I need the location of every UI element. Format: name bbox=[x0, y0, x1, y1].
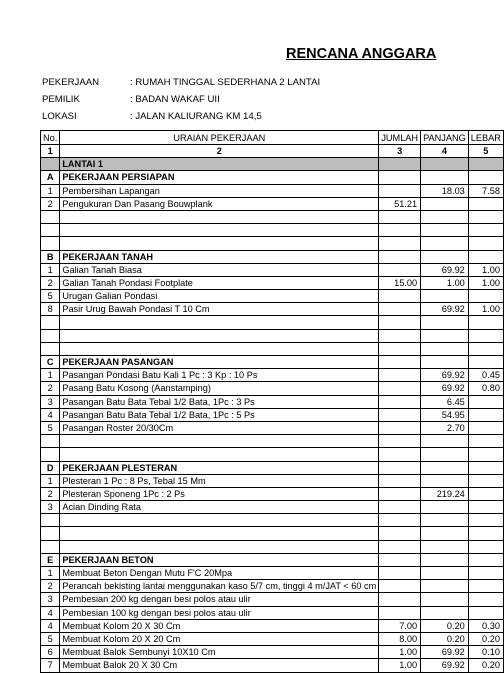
table-header-row bbox=[41, 131, 504, 145]
cell-no: C bbox=[41, 356, 60, 369]
cell-lebar bbox=[468, 171, 503, 184]
cell-lebar: 0.30 bbox=[468, 619, 503, 632]
cell-uraian: Galian Tanah Biasa bbox=[60, 263, 379, 276]
cell-uraian: Membuat Kolom 20 X 20 Cm bbox=[60, 632, 379, 645]
cell-panjang bbox=[421, 210, 469, 223]
table-row bbox=[41, 395, 504, 408]
cell-lebar bbox=[468, 487, 503, 500]
table-row bbox=[41, 580, 504, 593]
cell-lebar bbox=[468, 435, 503, 448]
column-header-panjang: PANJANG bbox=[421, 131, 469, 145]
cell-jumlah bbox=[379, 250, 421, 263]
cell-panjang: 0.20 bbox=[421, 632, 469, 645]
cell-uraian: Galian Tanah Pondasi Footplate bbox=[60, 276, 379, 289]
cell-uraian bbox=[60, 514, 379, 527]
cell-jumlah bbox=[379, 567, 421, 580]
table-row bbox=[41, 276, 504, 289]
cell-jumlah bbox=[379, 184, 421, 197]
table-row bbox=[41, 342, 504, 355]
cell-panjang: 54.95 bbox=[421, 408, 469, 421]
cell-no: 2 bbox=[41, 382, 60, 395]
cell-jumlah: 8.00 bbox=[379, 632, 421, 645]
table-row bbox=[41, 329, 504, 342]
info-label: PEMILIK bbox=[42, 94, 80, 105]
cell-panjang bbox=[421, 448, 469, 461]
section-header-row bbox=[41, 461, 504, 474]
cell-jumlah bbox=[379, 210, 421, 223]
cell-uraian: PEKERJAAN TANAH bbox=[60, 250, 379, 263]
cell-panjang: 2.70 bbox=[421, 421, 469, 434]
cell-jumlah: 15.00 bbox=[379, 276, 421, 289]
cell-uraian: Membuat Balok 20 X 30 Cm bbox=[60, 659, 379, 672]
cell-jumlah bbox=[379, 356, 421, 369]
section-header-row bbox=[41, 553, 504, 566]
cell-jumlah bbox=[379, 263, 421, 276]
cell-jumlah bbox=[379, 606, 421, 619]
cell-uraian: PEKERJAAN PLESTERAN bbox=[60, 461, 379, 474]
cell-jumlah bbox=[379, 553, 421, 566]
cell-uraian: Pengukuran Dan Pasang Bouwplank bbox=[60, 197, 379, 210]
cell-lebar bbox=[468, 474, 503, 487]
cell-no: B bbox=[41, 250, 60, 263]
cell-panjang bbox=[421, 606, 469, 619]
cell-no bbox=[41, 210, 60, 223]
cell-jumlah: 51.21 bbox=[379, 197, 421, 210]
cell-lebar: 0.45 bbox=[468, 369, 503, 382]
cell-uraian: PEKERJAAN BETON bbox=[60, 553, 379, 566]
cell-no: 5 bbox=[41, 421, 60, 434]
info-value: : JALAN KALIURANG KM 14,5 bbox=[130, 111, 262, 122]
cell-lebar bbox=[468, 567, 503, 580]
cell-jumlah bbox=[379, 461, 421, 474]
cell-uraian: Membuat Kolom 20 X 30 Cm bbox=[60, 619, 379, 632]
table-row bbox=[41, 303, 504, 316]
table-row bbox=[41, 224, 504, 237]
cell-jumlah bbox=[379, 421, 421, 434]
cell-jumlah bbox=[379, 224, 421, 237]
cell-uraian: Pasangan Batu Bata Tebal 1/2 Bata, 1Pc : 3 Ps bbox=[60, 395, 379, 408]
cell-jumlah bbox=[379, 540, 421, 553]
cell-panjang: 69.92 bbox=[421, 659, 469, 672]
cell-panjang bbox=[421, 250, 469, 263]
cell-no: 5 bbox=[41, 632, 60, 645]
column-header-uraian: URAIAN PEKERJAAN bbox=[60, 131, 379, 145]
cell-panjang bbox=[421, 435, 469, 448]
column-number: 4 bbox=[421, 145, 469, 158]
info-label: LOKASI bbox=[42, 111, 77, 122]
cell-lebar bbox=[468, 290, 503, 303]
cell-lebar bbox=[468, 408, 503, 421]
table-row bbox=[41, 606, 504, 619]
table-row bbox=[41, 197, 504, 210]
cell-jumlah bbox=[379, 303, 421, 316]
cell-panjang bbox=[421, 553, 469, 566]
cell-uraian: Pembesian 200 kg dengan besi polos atau ulir bbox=[60, 593, 379, 606]
cell-panjang: 69.92 bbox=[421, 646, 469, 659]
cell-uraian: Pembesian 100 kg dengan besi polos atau ulir bbox=[60, 606, 379, 619]
table-row bbox=[41, 237, 504, 250]
cell-lebar: 0.20 bbox=[468, 659, 503, 672]
cell-no: 2 bbox=[41, 276, 60, 289]
column-header-jumlah: JUMLAH bbox=[379, 131, 421, 145]
cell-panjang: 69.92 bbox=[421, 303, 469, 316]
cell-panjang bbox=[421, 514, 469, 527]
cell-lebar: 1.00 bbox=[468, 303, 503, 316]
cell-uraian: Pasang Batu Kosong (Aanstamping) bbox=[60, 382, 379, 395]
cell-no: 3 bbox=[41, 593, 60, 606]
cell-uraian: Membuat Beton Dengan Mutu F'C 20Mpa bbox=[60, 567, 379, 580]
floor-header-row bbox=[41, 158, 504, 171]
cell-panjang bbox=[421, 567, 469, 580]
cell-lebar bbox=[468, 250, 503, 263]
cell-panjang bbox=[421, 580, 469, 593]
cell-jumlah bbox=[379, 474, 421, 487]
table-row bbox=[41, 632, 504, 645]
cell-jumlah bbox=[379, 395, 421, 408]
cell-no bbox=[41, 435, 60, 448]
cell-panjang: 18.03 bbox=[421, 184, 469, 197]
cell-uraian: PEKERJAAN PERSIAPAN bbox=[60, 171, 379, 184]
cell-no bbox=[41, 316, 60, 329]
cell-panjang bbox=[421, 342, 469, 355]
cell-no: 1 bbox=[41, 369, 60, 382]
cell-lebar bbox=[468, 593, 503, 606]
cell-lebar bbox=[468, 461, 503, 474]
cell-lebar bbox=[468, 316, 503, 329]
cell-lebar bbox=[468, 514, 503, 527]
cell-jumlah: 1.00 bbox=[379, 646, 421, 659]
section-header-row bbox=[41, 171, 504, 184]
table-row bbox=[41, 184, 504, 197]
cell-lebar bbox=[468, 158, 503, 171]
cell-uraian: Pasangan Roster 20/30Cm bbox=[60, 421, 379, 434]
table-row bbox=[41, 474, 504, 487]
cell-lebar bbox=[468, 356, 503, 369]
cell-panjang bbox=[421, 224, 469, 237]
table-row bbox=[41, 527, 504, 540]
cell-lebar bbox=[468, 237, 503, 250]
cell-panjang: 69.92 bbox=[421, 369, 469, 382]
cell-uraian bbox=[60, 342, 379, 355]
info-value: : BADAN WAKAF UII bbox=[130, 94, 220, 105]
cell-panjang: 0.20 bbox=[421, 619, 469, 632]
cell-panjang bbox=[421, 527, 469, 540]
cell-jumlah bbox=[379, 435, 421, 448]
cell-lebar bbox=[468, 421, 503, 434]
cell-lebar: 1.00 bbox=[468, 263, 503, 276]
table-row bbox=[41, 408, 504, 421]
cell-uraian: Plesteran Sponeng 1Pc : 2 Ps bbox=[60, 487, 379, 500]
cell-lebar bbox=[468, 501, 503, 514]
cell-uraian bbox=[60, 224, 379, 237]
cell-lebar: 7.58 bbox=[468, 184, 503, 197]
cell-uraian bbox=[60, 527, 379, 540]
cell-uraian bbox=[60, 329, 379, 342]
table-row bbox=[41, 421, 504, 434]
cell-jumlah bbox=[379, 158, 421, 171]
cell-lebar: 0.10 bbox=[468, 646, 503, 659]
table-row bbox=[41, 514, 504, 527]
table-row bbox=[41, 619, 504, 632]
cell-panjang bbox=[421, 197, 469, 210]
cell-panjang: 69.92 bbox=[421, 382, 469, 395]
cell-jumlah bbox=[379, 290, 421, 303]
document-title: RENCANA ANGGARA bbox=[286, 46, 437, 62]
cell-lebar bbox=[468, 329, 503, 342]
cell-no: 1 bbox=[41, 567, 60, 580]
table-row bbox=[41, 501, 504, 514]
cell-no: 5 bbox=[41, 290, 60, 303]
cell-panjang bbox=[421, 237, 469, 250]
cell-lebar bbox=[468, 210, 503, 223]
table-row bbox=[41, 448, 504, 461]
cell-uraian: Urugan Galian Pondasi bbox=[60, 290, 379, 303]
cell-no: 8 bbox=[41, 303, 60, 316]
section-header-row bbox=[41, 250, 504, 263]
cell-lebar bbox=[468, 395, 503, 408]
cell-jumlah bbox=[379, 580, 421, 593]
cell-uraian: Pasangan Pondasi Batu Kali 1 Pc : 3 Kp : 10 Ps bbox=[60, 369, 379, 382]
cell-panjang bbox=[421, 329, 469, 342]
cell-jumlah bbox=[379, 448, 421, 461]
cell-no bbox=[41, 527, 60, 540]
cell-uraian bbox=[60, 210, 379, 223]
cell-lebar: 1.00 bbox=[468, 276, 503, 289]
cell-panjang: 6.45 bbox=[421, 395, 469, 408]
cell-panjang bbox=[421, 474, 469, 487]
cell-lebar bbox=[468, 197, 503, 210]
cell-uraian bbox=[60, 316, 379, 329]
section-header-row bbox=[41, 356, 504, 369]
cell-jumlah bbox=[379, 369, 421, 382]
cell-jumlah bbox=[379, 487, 421, 500]
cell-no bbox=[41, 158, 60, 171]
cell-jumlah bbox=[379, 316, 421, 329]
cell-panjang bbox=[421, 290, 469, 303]
cell-no: 2 bbox=[41, 487, 60, 500]
cell-uraian: Perancah bekisting lantai menggunakan kaso 5/7 cm, tinggi 4 m/JAT < 60 cm bbox=[60, 580, 379, 593]
cell-jumlah bbox=[379, 527, 421, 540]
column-number: 1 bbox=[41, 145, 60, 158]
table-row bbox=[41, 263, 504, 276]
cell-lebar bbox=[468, 606, 503, 619]
cell-no: 4 bbox=[41, 408, 60, 421]
cell-no bbox=[41, 540, 60, 553]
cell-no: 2 bbox=[41, 197, 60, 210]
cell-jumlah bbox=[379, 408, 421, 421]
column-header-no: No. bbox=[41, 131, 60, 145]
cell-panjang bbox=[421, 501, 469, 514]
cell-jumlah bbox=[379, 382, 421, 395]
cell-uraian bbox=[60, 435, 379, 448]
cell-lebar bbox=[468, 540, 503, 553]
table-row bbox=[41, 210, 504, 223]
cell-no: 3 bbox=[41, 501, 60, 514]
cell-no bbox=[41, 448, 60, 461]
column-number: 2 bbox=[60, 145, 379, 158]
cell-uraian bbox=[60, 237, 379, 250]
info-value: : RUMAH TINGGAL SEDERHANA 2 LANTAI bbox=[130, 77, 321, 88]
cell-lebar bbox=[468, 580, 503, 593]
cell-no bbox=[41, 514, 60, 527]
cell-no: 2 bbox=[41, 580, 60, 593]
cell-jumlah: 1.00 bbox=[379, 659, 421, 672]
cell-panjang bbox=[421, 316, 469, 329]
cell-uraian: Membuat Balok Sembunyi 10X10 Cm bbox=[60, 646, 379, 659]
cell-no bbox=[41, 237, 60, 250]
cell-jumlah bbox=[379, 514, 421, 527]
cell-lebar: 0.80 bbox=[468, 382, 503, 395]
table-row bbox=[41, 316, 504, 329]
cell-no: 4 bbox=[41, 619, 60, 632]
table-row bbox=[41, 567, 504, 580]
cell-no: A bbox=[41, 171, 60, 184]
column-header-lebar: LEBAR bbox=[468, 131, 503, 145]
cell-panjang bbox=[421, 356, 469, 369]
cell-no: 1 bbox=[41, 263, 60, 276]
cell-uraian bbox=[60, 448, 379, 461]
cell-jumlah bbox=[379, 342, 421, 355]
cell-jumlah bbox=[379, 501, 421, 514]
cell-uraian: Pembersihan Lapangan bbox=[60, 184, 379, 197]
cell-uraian: Acian Dinding Rata bbox=[60, 501, 379, 514]
cell-panjang bbox=[421, 461, 469, 474]
cell-panjang: 69.92 bbox=[421, 263, 469, 276]
table-row bbox=[41, 435, 504, 448]
table-row bbox=[41, 382, 504, 395]
cell-no: 7 bbox=[41, 659, 60, 672]
cell-no: 6 bbox=[41, 646, 60, 659]
cell-uraian: PEKERJAAN PASANGAN bbox=[60, 356, 379, 369]
cell-no: 1 bbox=[41, 184, 60, 197]
cell-no: 4 bbox=[41, 606, 60, 619]
cell-lebar bbox=[468, 224, 503, 237]
cell-uraian: Pasir Urug Bawah Pondasi T 10 Cm bbox=[60, 303, 379, 316]
cell-jumlah bbox=[379, 171, 421, 184]
cell-lebar: 0.20 bbox=[468, 632, 503, 645]
cell-no: 3 bbox=[41, 395, 60, 408]
cell-no: 1 bbox=[41, 474, 60, 487]
cell-lebar bbox=[468, 342, 503, 355]
cell-lebar bbox=[468, 553, 503, 566]
table-row bbox=[41, 659, 504, 672]
cell-no bbox=[41, 329, 60, 342]
cell-jumlah bbox=[379, 237, 421, 250]
table-row bbox=[41, 369, 504, 382]
cell-uraian bbox=[60, 540, 379, 553]
cell-panjang: 219.24 bbox=[421, 487, 469, 500]
cell-lebar bbox=[468, 527, 503, 540]
cell-panjang bbox=[421, 540, 469, 553]
cell-panjang: 1.00 bbox=[421, 276, 469, 289]
cell-uraian: Plesteran 1 Pc : 8 Ps, Tebal 15 Mm bbox=[60, 474, 379, 487]
cell-uraian: LANTAI 1 bbox=[60, 158, 379, 171]
table-column-number-row bbox=[41, 145, 504, 158]
cell-no bbox=[41, 342, 60, 355]
cell-panjang bbox=[421, 593, 469, 606]
table-row bbox=[41, 540, 504, 553]
table-row bbox=[41, 487, 504, 500]
cell-jumlah bbox=[379, 593, 421, 606]
cell-no bbox=[41, 224, 60, 237]
cell-jumlah: 7.00 bbox=[379, 619, 421, 632]
table-row bbox=[41, 646, 504, 659]
column-number: 3 bbox=[379, 145, 421, 158]
cell-panjang bbox=[421, 171, 469, 184]
cell-uraian: Pasangan Batu Bata Tebal 1/2 Bata, 1Pc : 5 Ps bbox=[60, 408, 379, 421]
budget-table bbox=[40, 130, 504, 673]
cell-lebar bbox=[468, 448, 503, 461]
cell-no: E bbox=[41, 553, 60, 566]
cell-panjang bbox=[421, 158, 469, 171]
info-label: PEKERJAAN bbox=[42, 77, 100, 88]
table-row bbox=[41, 593, 504, 606]
cell-no: D bbox=[41, 461, 60, 474]
column-number: 5 bbox=[468, 145, 503, 158]
table-row bbox=[41, 290, 504, 303]
cell-jumlah bbox=[379, 329, 421, 342]
